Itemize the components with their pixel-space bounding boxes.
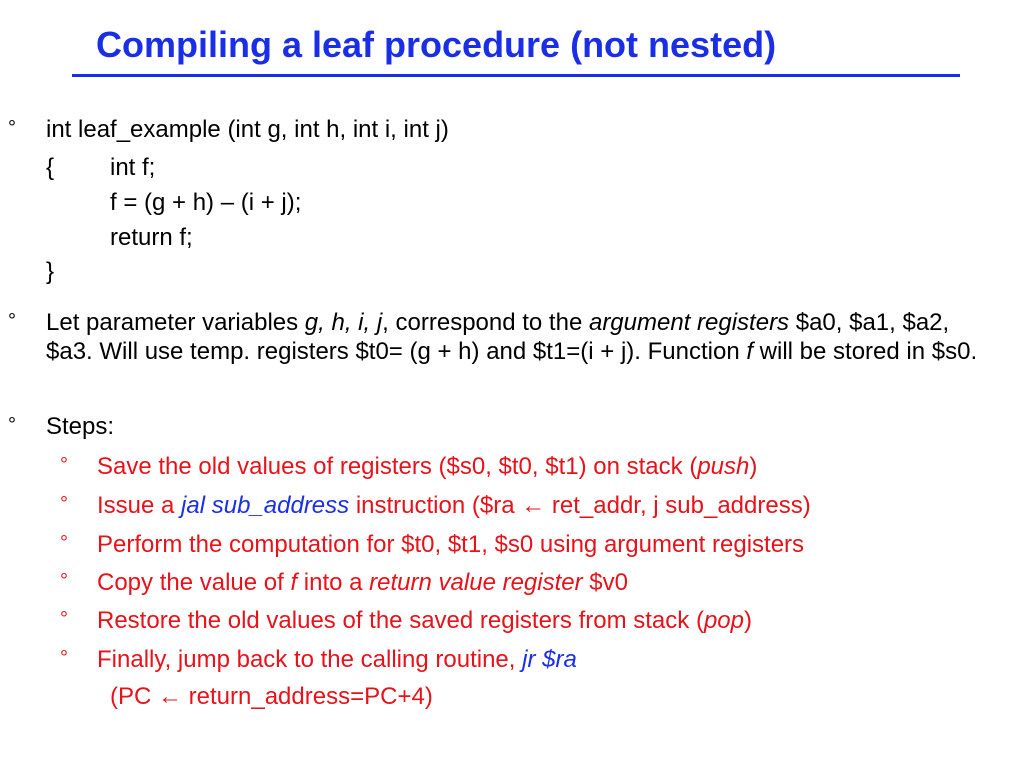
step-3: Perform the computation for $t0, $t1, $s0 using argument registers bbox=[97, 531, 805, 558]
step-1-close: ) bbox=[749, 453, 758, 480]
sub-bullet-glyph: ° bbox=[60, 454, 68, 476]
params-text-4: will be stored in $s0. bbox=[753, 338, 978, 365]
step-4 bbox=[97, 568, 628, 598]
step-5-close: ) bbox=[743, 607, 752, 634]
step-6 bbox=[97, 645, 577, 675]
params-function-f: f bbox=[746, 338, 754, 365]
step-6-continuation: (PC ← return_address=PC+4) bbox=[110, 683, 433, 710]
params-text-1: Let parameter variables bbox=[46, 309, 305, 336]
sub-bullet-glyph: ° bbox=[60, 608, 68, 630]
code-open-brace: { bbox=[46, 154, 55, 181]
step-2-instruction: jal sub_address bbox=[181, 492, 350, 519]
params-text-2: , correspond to the bbox=[382, 309, 589, 336]
code-line-3: return f; bbox=[110, 224, 193, 251]
params-paragraph bbox=[46, 308, 996, 366]
sub-bullet-glyph: ° bbox=[60, 570, 68, 592]
bullet-glyph: ° bbox=[8, 310, 16, 332]
params-vars: g, h, i, j bbox=[304, 309, 383, 336]
bullet-glyph: ° bbox=[8, 117, 16, 139]
sub-bullet-glyph: ° bbox=[60, 493, 68, 515]
step-1 bbox=[97, 452, 757, 482]
step-6-jr-ra: jr $ra bbox=[522, 646, 577, 673]
sub-bullet-glyph: ° bbox=[60, 532, 68, 554]
code-line-1: int f; bbox=[110, 154, 156, 181]
step-5-pop: pop bbox=[703, 607, 744, 634]
step-4-text: Copy the value of bbox=[97, 569, 291, 596]
step-4-return-register: return value register bbox=[369, 569, 583, 596]
title-underline bbox=[72, 74, 960, 77]
code-close-brace: } bbox=[46, 258, 55, 285]
bullet-glyph: ° bbox=[8, 414, 16, 436]
params-arg-registers: argument registers bbox=[588, 309, 790, 336]
step-6-text: Finally, jump back to the calling routine, bbox=[97, 646, 523, 673]
step-4-v0: $v0 bbox=[582, 569, 628, 596]
steps-label: Steps: bbox=[46, 413, 115, 440]
step-5-text: Restore the old values of the saved registers from stack ( bbox=[97, 607, 704, 634]
step-1-text: Save the old values of registers ($s0, $t0, $t1) on stack ( bbox=[97, 453, 698, 480]
step-5 bbox=[97, 606, 752, 636]
step-2 bbox=[97, 491, 811, 521]
code-signature: int leaf_example (int g, int h, int i, int j) bbox=[46, 116, 449, 143]
step-1-push: push bbox=[697, 453, 750, 480]
step-4-into: into a bbox=[297, 569, 370, 596]
sub-bullet-glyph: ° bbox=[60, 647, 68, 669]
params-text-3: $a0, $a1, $a2, $a3. Will use temp. registers $t0= (g + h) and $t1=(i + j). Function bbox=[46, 309, 950, 365]
step-2-text: Issue a bbox=[97, 492, 182, 519]
slide-title: Compiling a leaf procedure (not nested) bbox=[96, 24, 777, 65]
step-2-rest: instruction ($ra ← ret_addr, j sub_address) bbox=[349, 492, 811, 519]
code-line-2: f = (g + h) – (i + j); bbox=[110, 189, 302, 216]
step-4-f: f bbox=[290, 569, 298, 596]
